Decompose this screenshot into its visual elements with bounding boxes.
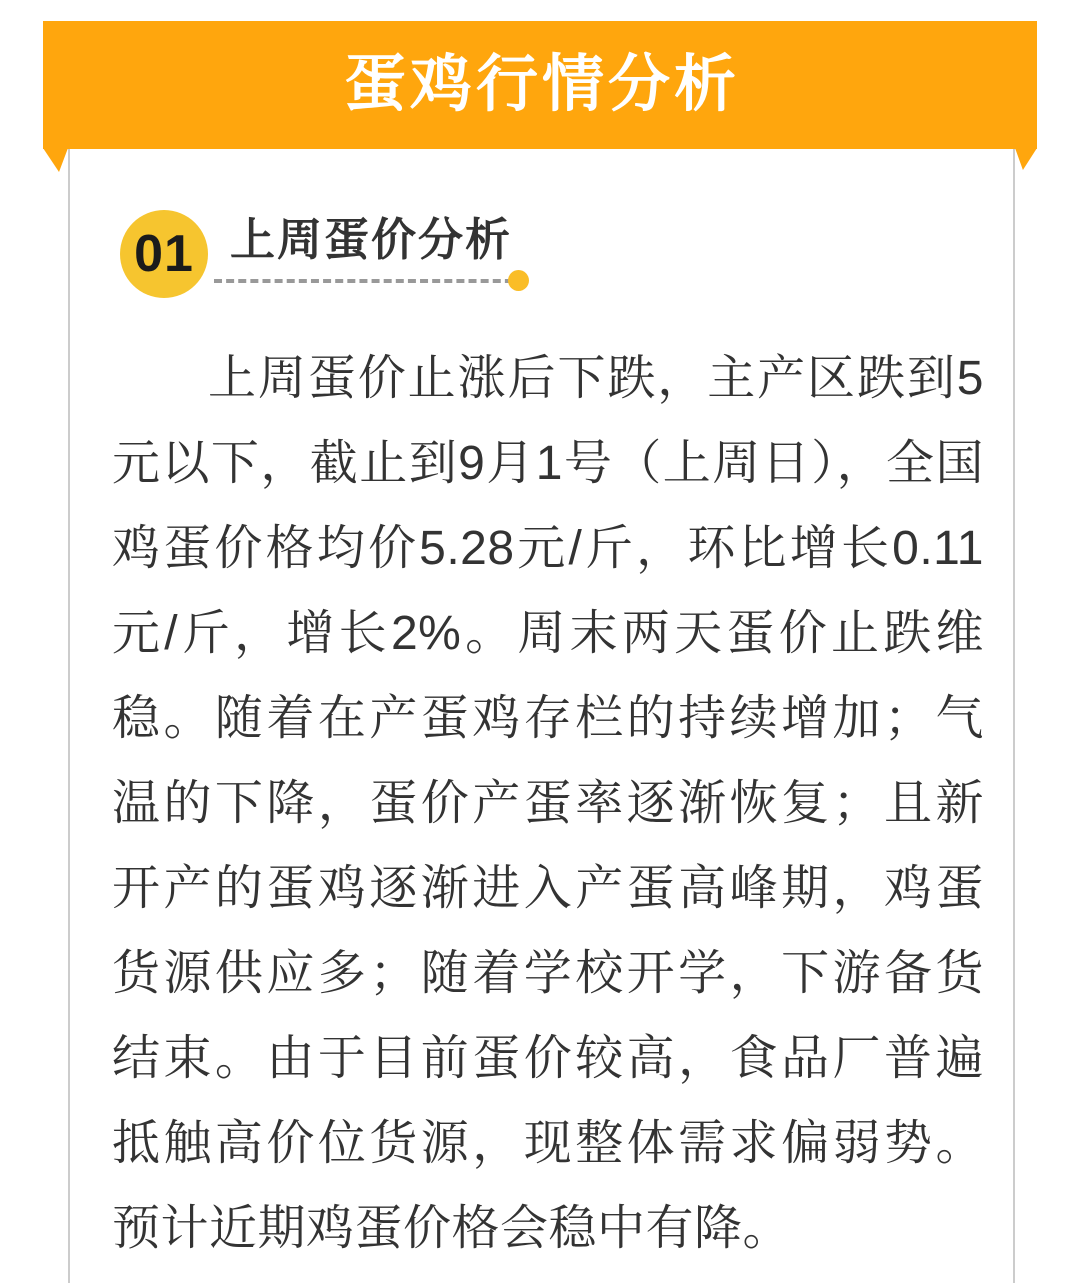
banner-fold-left <box>43 148 68 172</box>
divider-end-dot-icon <box>508 270 529 291</box>
ribbon-banner <box>43 21 1037 149</box>
article-paragraph: 上周蛋价止涨后下跌，主产区跌到5元以下，截止到9月1号（上周日），全国鸡蛋价格均价5.28元/斤，环比增长0.11元/斤，增长2%。周末两天蛋价止跌维稳。随着在产蛋鸡存栏的持续增加；气温的下降，蛋价产蛋率逐渐恢复；且新开产的蛋鸡逐渐进入产蛋高峰期，鸡蛋货源供应多；随着学校开学，下游备货结束。由于目前蛋价较高，食品厂普遍抵触高价位货源，现整体需求偏弱势。预计近期鸡蛋价格会稳中有降。 <box>112 352 984 1255</box>
section-header <box>214 214 525 283</box>
content-card <box>68 144 1015 1283</box>
banner-fold-right <box>1015 148 1037 170</box>
section-number: 01 <box>134 225 194 283</box>
section-title: 上周蛋价分析 <box>230 214 513 265</box>
banner-title: 蛋鸡行情分析 <box>343 50 740 119</box>
section-number-badge <box>120 210 208 298</box>
